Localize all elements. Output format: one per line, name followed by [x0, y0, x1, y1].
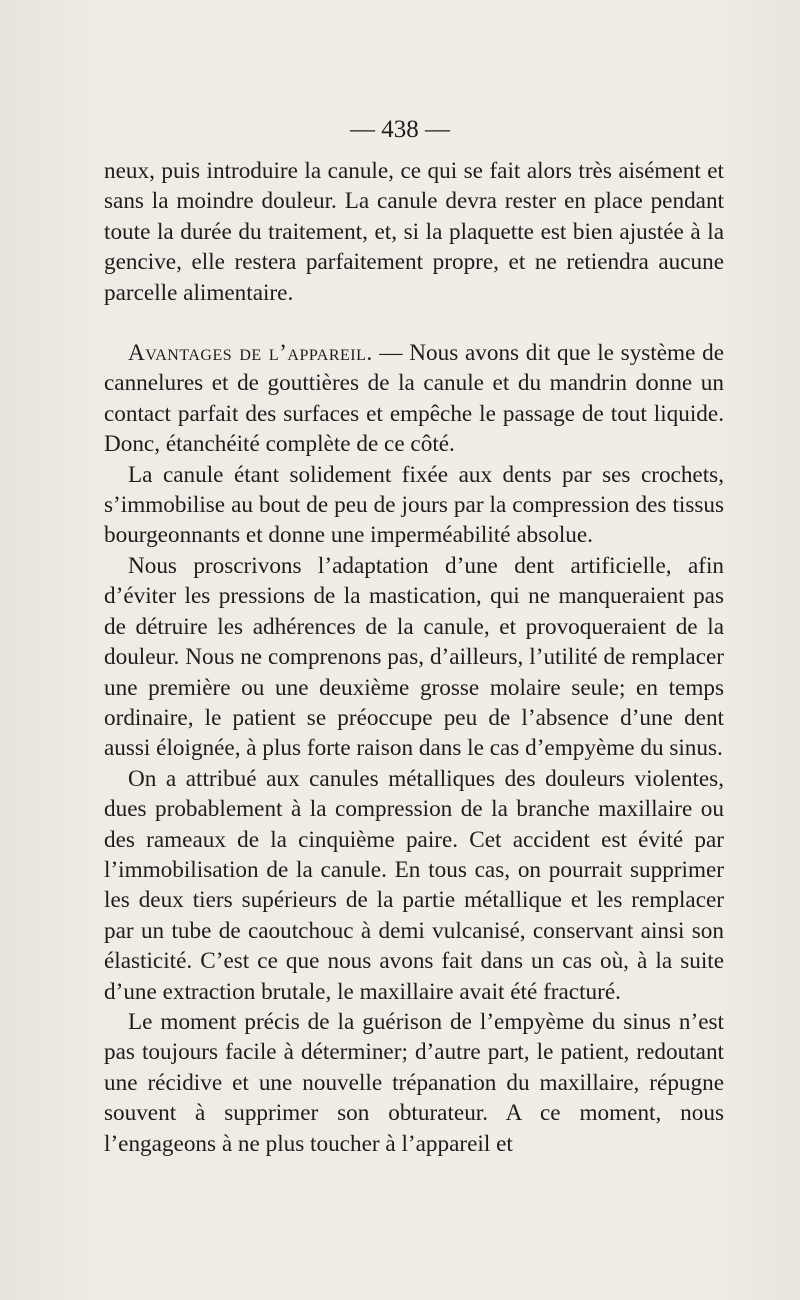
paragraph-text: Le moment précis de la guérison de l’empyème du sinus n’est pas toujours facile à déterminer; d’autre part, le patient, redoutant une récidive et une nouvelle trépanation du maxillaire, répugne souvent à supprimer son obturateur. A ce moment, nous l’engageons à ne plus toucher à l’appareil et: [104, 1008, 724, 1157]
section-heading: Avantages de l’appareil.: [128, 340, 373, 367]
body-text: [104, 156, 724, 1159]
paragraph-text: On a attribué aux canules métalliques des douleurs violentes, dues probablement à la compression de la branche maxillaire ou des rameaux de la cinquième paire. Cet accident est évité par l’immobilisation de la canule. En tous cas, on pourrait supprimer les deux tiers supérieurs de la partie métallique et les remplacer par un tube de caoutchouc à demi vulcanisé, conservant ainsi son élasticité. C’est ce que nous avons fait dans un cas où, à la suite d’une extraction brutale, le maxillaire avait été fracturé.: [104, 765, 724, 1005]
paragraph-text: — Nous avons dit que le système de cannelures et de gouttières de la canule et du mandrin donne un contact parfait des surfaces et empêche le passage de tout liquide. Donc, étanchéité complète de ce côté.: [104, 340, 724, 458]
paragraph-continued: [104, 156, 724, 308]
paragraph-metal-canules: [104, 764, 724, 1007]
paragraph-text: Nous proscrivons l’adaptation d’une dent artificielle, afin d’éviter les pressions de la mastication, qui ne manqueraient pas de détruire les adhérences de la canule, et provoqueraient de la douleur. Nous ne comprenons pas, d’ailleurs, l’utilité de remplacer une première ou une deuxième grosse molaire seule; en temps ordinaire, le patient se préoccupe peu de l’absence d’une dent aussi éloignée, à plus forte raison dans le cas d’empyème du sinus.: [104, 552, 724, 762]
paragraph-text: neux, puis introduire la canule, ce qui se fait alors très aisément et sans la moindre douleur. La canule devra rester en place pendant toute la durée du traitement, et, si la plaquette est bien ajustée à la gencive, elle restera parfaitement propre, et ne retiendra aucune parcelle alimentaire.: [104, 158, 724, 306]
page-number: — 438 —: [350, 116, 450, 143]
section-spacer: [104, 308, 724, 338]
paragraph-advantages: [104, 338, 724, 460]
paragraph-text: La canule étant solidement fixée aux dents par ses crochets, s’immobilise au bout de peu de jours par la compression des tissus bourgeonnants et donne une imperméabilité absolue.: [104, 461, 724, 549]
paragraph-artificial-tooth: [104, 551, 724, 764]
paragraph-canule-fixed: [104, 460, 724, 551]
paragraph-healing-moment: [104, 1007, 724, 1159]
